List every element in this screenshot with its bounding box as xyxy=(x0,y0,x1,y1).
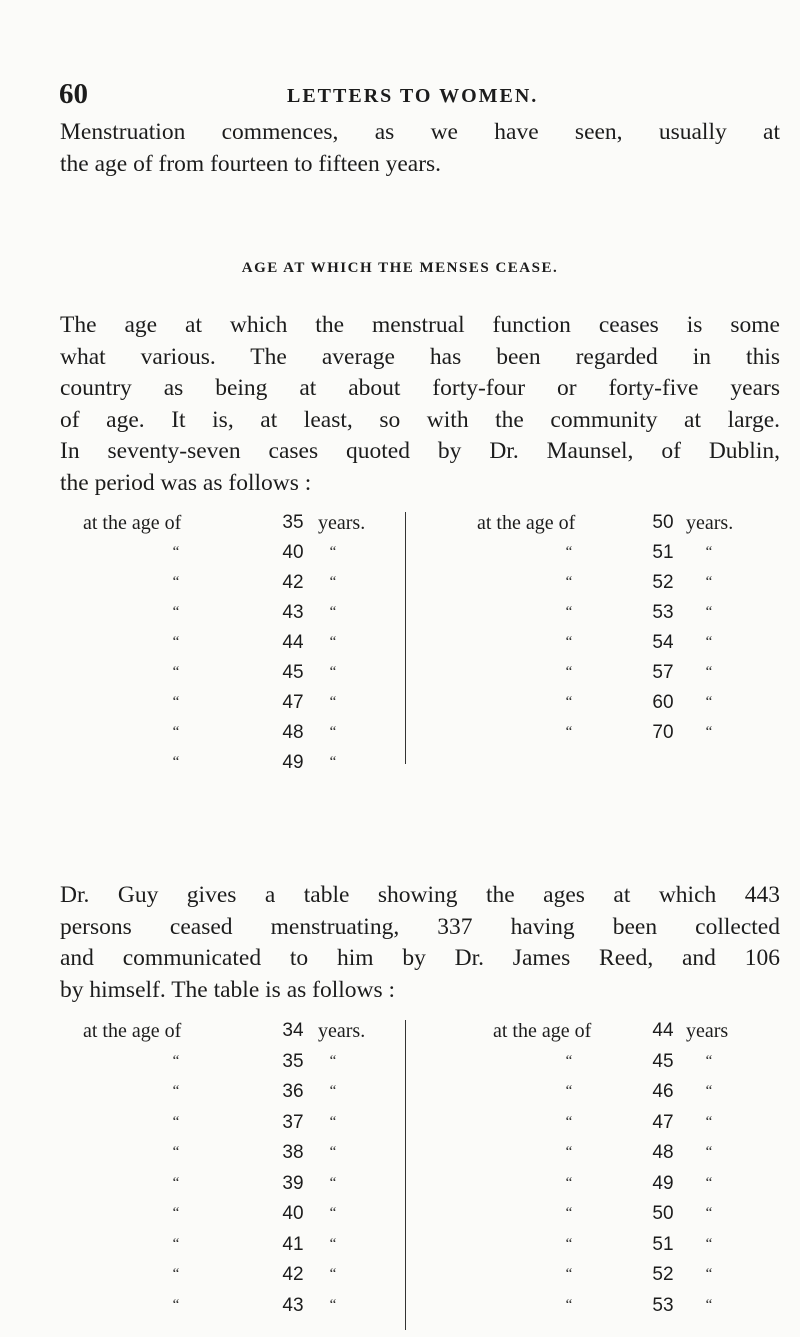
paragraph-dr-guy-table xyxy=(60,880,780,1006)
table-row-age: 47 xyxy=(652,1111,674,1133)
ditto-mark: “ xyxy=(329,664,337,680)
ditto-mark: “ xyxy=(172,1083,180,1099)
text-line: Dr. Guy gives a table showing the ages at which 443 xyxy=(60,882,780,908)
table-row-age: 51 xyxy=(652,1233,674,1255)
ditto-mark: “ xyxy=(565,1296,573,1313)
ditto-mark: “ xyxy=(705,574,713,590)
ditto-mark: “ xyxy=(705,604,713,620)
ditto-mark: “ xyxy=(172,634,180,650)
ditto-mark: “ xyxy=(172,1113,180,1130)
table-header-years: years xyxy=(686,1020,729,1042)
ditto-mark: “ xyxy=(705,1235,713,1252)
text-line: Menstruation commences, as we have seen, usually at xyxy=(60,119,780,145)
ditto-mark: “ xyxy=(329,754,337,770)
section-heading: AGE AT WHICH THE MENSES CEASE. xyxy=(241,260,559,276)
table-header-age: 50 xyxy=(652,512,674,533)
text-line: country as being at about forty-four or forty-five years xyxy=(60,375,780,401)
table-row-age: 46 xyxy=(652,1081,674,1102)
ditto-mark: “ xyxy=(705,694,713,710)
text-line: and communicated to him by Dr. James Reed, and 106 xyxy=(60,945,780,971)
table-row-age: 53 xyxy=(652,1294,674,1316)
ditto-mark: “ xyxy=(565,574,573,590)
ditto-mark: “ xyxy=(172,574,180,590)
table-header-text: at the age of xyxy=(477,512,576,534)
ditto-mark: “ xyxy=(329,1266,337,1282)
ditto-mark: “ xyxy=(329,1174,337,1191)
table-row-age: 45 xyxy=(282,662,304,683)
table-header-age: 44 xyxy=(652,1020,674,1041)
column-divider xyxy=(405,512,406,764)
text-line: the period was as follows : xyxy=(60,469,312,496)
ditto-mark: “ xyxy=(329,574,337,590)
column-divider xyxy=(405,1020,406,1330)
ditto-mark: “ xyxy=(565,1052,573,1069)
ditto-mark: “ xyxy=(705,1144,713,1160)
table-header-text: at the age of xyxy=(493,1020,592,1042)
page-header xyxy=(0,78,800,108)
ditto-mark: “ xyxy=(565,1205,573,1221)
ditto-mark: “ xyxy=(329,1052,337,1069)
table-row-age: 49 xyxy=(282,752,304,773)
ditto-mark: “ xyxy=(705,1266,713,1282)
ditto-mark: “ xyxy=(565,1235,573,1252)
running-title: LETTERS TO WOMEN. xyxy=(287,85,539,107)
ditto-mark: “ xyxy=(565,1083,573,1099)
table-row-age: 36 xyxy=(282,1081,304,1102)
text-line: what various. The average has been regarded in this xyxy=(60,343,780,370)
table-row-age: 35 xyxy=(282,1050,304,1072)
table-header-text: at the age of xyxy=(83,512,182,534)
table-header-years: years. xyxy=(686,512,734,534)
ditto-mark: “ xyxy=(172,724,180,740)
ditto-mark: “ xyxy=(705,724,713,740)
table-row-age: 52 xyxy=(652,572,674,593)
ditto-mark: “ xyxy=(329,1205,337,1221)
ditto-mark: “ xyxy=(172,604,180,620)
ditto-mark: “ xyxy=(565,544,573,560)
table-row-age: 51 xyxy=(652,542,674,563)
ditto-mark: “ xyxy=(565,724,573,740)
ditto-mark: “ xyxy=(172,1266,180,1282)
text-line: In seventy-seven cases quoted by Dr. Maunsel, of Dublin, xyxy=(60,438,780,464)
table-row-age: 41 xyxy=(282,1233,304,1255)
ditto-mark: “ xyxy=(172,694,180,710)
ditto-mark: “ xyxy=(705,1174,713,1191)
table-row-age: 43 xyxy=(282,1294,304,1316)
ditto-mark: “ xyxy=(705,544,713,560)
ditto-mark: “ xyxy=(565,1174,573,1191)
paragraph-menstruation-commences xyxy=(60,117,780,180)
table-row-age: 49 xyxy=(652,1172,674,1194)
table-row-age: 45 xyxy=(652,1050,674,1072)
ditto-mark: “ xyxy=(172,1144,180,1160)
ditto-mark: “ xyxy=(329,1235,337,1252)
table-row-age: 60 xyxy=(652,692,674,713)
text-line: of age. It is, at least, so with the community at large. xyxy=(60,406,780,433)
page-number: 60 xyxy=(59,78,88,110)
ditto-mark: “ xyxy=(329,604,337,620)
ditto-mark: “ xyxy=(172,754,180,770)
ditto-mark: “ xyxy=(705,1052,713,1069)
paragraph-age-menses-cease xyxy=(60,310,780,499)
table-header-age: 35 xyxy=(282,512,304,533)
ditto-mark: “ xyxy=(172,1052,180,1069)
table-row-age: 43 xyxy=(282,602,304,623)
table-row-age: 40 xyxy=(282,1203,304,1224)
table-row-age: 44 xyxy=(282,632,304,653)
ditto-mark: “ xyxy=(172,544,180,560)
ditto-mark: “ xyxy=(172,1174,180,1191)
ditto-mark: “ xyxy=(705,1296,713,1313)
ditto-mark: “ xyxy=(329,724,337,740)
ditto-mark: “ xyxy=(172,664,180,680)
table-row-age: 37 xyxy=(282,1111,304,1133)
ditto-mark: “ xyxy=(705,1083,713,1099)
ditto-mark: “ xyxy=(565,1266,573,1282)
table-header-years: years. xyxy=(318,1020,366,1042)
table-row-age: 52 xyxy=(652,1264,674,1285)
table-header-text: at the age of xyxy=(83,1020,182,1042)
table-row-age: 48 xyxy=(652,1142,674,1163)
ditto-mark: “ xyxy=(329,694,337,710)
table-row-age: 48 xyxy=(282,722,304,743)
ditto-mark: “ xyxy=(329,544,337,560)
ditto-mark: “ xyxy=(329,1083,337,1099)
ditto-mark: “ xyxy=(329,634,337,650)
ditto-mark: “ xyxy=(172,1235,180,1252)
table-row-age: 40 xyxy=(282,542,304,563)
table-row-age: 42 xyxy=(282,572,304,593)
ditto-mark: “ xyxy=(329,1144,337,1160)
table-row-age: 39 xyxy=(282,1172,304,1194)
text-line: persons ceased menstruating, 337 having been collected xyxy=(60,913,780,940)
ditto-mark: “ xyxy=(565,1144,573,1160)
ditto-mark: “ xyxy=(705,664,713,680)
ditto-mark: “ xyxy=(565,604,573,620)
ditto-mark: “ xyxy=(565,694,573,710)
table-header-years: years. xyxy=(318,512,366,534)
ditto-mark: “ xyxy=(565,1113,573,1130)
text-line: The age at which the menstrual function ceases is some xyxy=(60,312,780,338)
ditto-mark: “ xyxy=(329,1113,337,1130)
table-row-age: 70 xyxy=(652,722,674,743)
table-row-age: 38 xyxy=(282,1142,304,1163)
ditto-mark: “ xyxy=(705,634,713,650)
text-line: by himself. The table is as follows : xyxy=(60,976,396,1003)
ditto-mark: “ xyxy=(565,664,573,680)
table-row-age: 57 xyxy=(652,662,674,683)
ditto-mark: “ xyxy=(172,1296,180,1313)
table-row-age: 53 xyxy=(652,602,674,623)
ditto-mark: “ xyxy=(172,1205,180,1221)
text-line: the age of from fourteen to fifteen years. xyxy=(60,150,442,177)
table-row-age: 54 xyxy=(652,632,674,653)
ditto-mark: “ xyxy=(705,1113,713,1130)
ditto-mark: “ xyxy=(565,634,573,650)
table-row-age: 50 xyxy=(652,1203,674,1224)
ditto-mark: “ xyxy=(705,1205,713,1221)
table-header-age: 34 xyxy=(282,1020,304,1041)
table-row-age: 47 xyxy=(282,692,304,713)
table-row-age: 42 xyxy=(282,1264,304,1285)
ditto-mark: “ xyxy=(329,1296,337,1313)
